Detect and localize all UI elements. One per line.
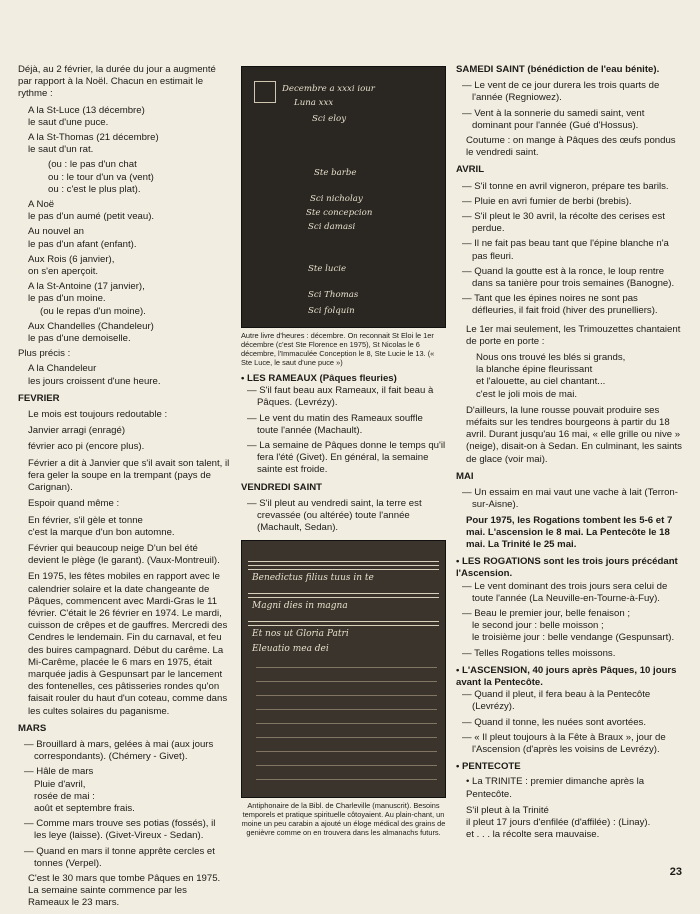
- ascension-saying-1: — Quand il pleut, il fera beau à la Pentecôte (Levrézy).: [462, 689, 651, 713]
- heading-fevrier: FEVRIER: [18, 392, 60, 404]
- mars-saying-1: — Brouillard à mars, gelées à mai (aux jours correspondants). (Chémery - Givet).: [24, 738, 214, 763]
- fetes-1975-paragraph: En 1975, les fêtes mobiles en rapport avec le calendrier solaire et la date changeante de Pâques, commencent avec Mardi-Gras le 11 février. C'était le 26 février en 1974. Le mardi, cuisson de crêpes et de gauffres. Mercredi des Cendres le lendemain. Fin du carnaval, et feu des buires campagnard. Début du carême. La Mi-Carême, placée le 6 mars en 1975, était marquée jadis à Gespunsart par le lancement des fontenelles, ces pâtisseries rondes qu'on faisait rouler du haut d'un coteau, comme dans les cultes solaires du paganisme.: [28, 571, 228, 717]
- chant-line: Magni dies in magna: [252, 601, 348, 612]
- espoir-label: Espoir quand même :: [28, 498, 120, 510]
- saying-chandeleur: A la Chandeleur les jours croissent d'une heure.: [28, 363, 161, 387]
- manuscript-line: Sci eloy: [312, 114, 347, 124]
- fevrier-dit: Février a dit à Janvier que s'il avait son talent, il fera geler la soupe en la trempant (pays de Carignan).: [28, 457, 230, 494]
- samedi-saying-2: — Vent à la sonnerie du samedi saint, vent dominant pour l'année (Gué d'Hossus).: [462, 107, 645, 131]
- saying-antoine: A la St-Antoine (17 janvier), le pas d'un moine. (ou le repas d'un moine).: [28, 281, 146, 317]
- rogations-saying-2: — Beau le premier jour, belle fenaison ; le second jour : belle moisson ; le troisième jour : belle vendange (Gespunsart).: [462, 607, 675, 644]
- dates-1975-paragraph: Pour 1975, les Rogations tombent les 5-6 et 7 mai. L'ascension le 8 mai. La Pentecôte le 18 mai. La Trinité le 25 mai.: [466, 514, 673, 550]
- avril-saying-3: — S'il pleut le 30 avril, la récolte des cerises est perdue.: [462, 211, 665, 235]
- avril-saying-1: — S'il tonne en avril vigneron, prépare tes barils.: [462, 180, 669, 192]
- ascension-saying-3: — « Il pleut toujours à la Fête à Braux », jour de l'Ascension (d'après les voisins de Levrézy).: [462, 731, 666, 755]
- mars-saying-4: — Quand en mars il tonne apprête cercles et tonnes (Verpel).: [24, 845, 215, 869]
- mai-intro: Le 1er mai seulement, les Trimouzettes chantaient de porte en porte :: [466, 323, 681, 347]
- paques-paragraph: C'est le 30 mars que tombe Pâques en 1975. La semaine sainte commence par les Rameaux le 23 mars.: [28, 872, 221, 909]
- column-right: [456, 64, 684, 845]
- avril-saying-5: — Quand la goutte est à la ronce, le loup rentre dans sa tanière pour trois semaines (Banogne).: [462, 265, 675, 290]
- heading-samedi-saint: SAMEDI SAINT (bénédiction de l'eau bénite).: [456, 64, 660, 75]
- manuscript-line: Ste barbe: [314, 168, 357, 178]
- saying-janvier: Janvier arragi (enragé): [28, 425, 126, 437]
- heading-ascension: • L'ASCENSION, 40 jours après Pâques, 10 jours avant la Pentecôte.: [456, 664, 677, 688]
- saying-gele: En février, s'il gèle et tonne c'est la marque d'un bon automne.: [28, 514, 175, 538]
- vendredi-saying-1: — S'il pleut au vendredi saint, la terre est crevassée (ou altérée) toute l'année (Machault, Sedan).: [247, 497, 422, 534]
- book-of-hours-image: [241, 66, 446, 328]
- antiphonary-image: [241, 540, 446, 798]
- samedi-saying-1: — Le vent de ce jour durera les trois quarts de l'année (Regniowez).: [462, 80, 660, 104]
- avril-saying-6: — Tant que les épines noires ne sont pas défleuries, il fait froid (hiver des prunelliers).: [462, 293, 658, 317]
- heading-rogations: • LES ROGATIONS sont les trois jours précédant l'Ascension.: [456, 556, 678, 580]
- handwritten-note: [256, 667, 437, 668]
- trimouzettes-song: Nous ons trouvé les blés si grands, la blanche épine fleurissant et l'alouette, au ciel chantant... c'est le joli mois de mai.: [476, 352, 626, 400]
- image-caption-2: Antiphonaire de la Bibl. de Charleville (manuscrit). Besoins temporels et pratique spirituelle côtoyaient. Au plain-chant, un moine un peu carabin a ajouté un éloge médical des grains de genièvre comme on en trouvera dans les almanachs futurs.: [241, 801, 446, 838]
- rameaux-saying-3: — La semaine de Pâques donne le temps qu'il fera l'été (Givet). En général, la semaine sainte est froide.: [247, 440, 446, 476]
- rogations-saying-3: — Telles Rogations telles moissons.: [462, 647, 616, 659]
- saying-thomas: A la St-Thomas (21 décembre) le saut d'un rat.: [28, 132, 159, 156]
- saying-chandelles: Aux Chandelles (Chandeleur) le pas d'une demoiselle.: [28, 320, 154, 345]
- saying-nouvel-an: Au nouvel an le pas d'un afant (enfant).: [28, 226, 137, 250]
- saying-neige: Février qui beaucoup neige D'un bel été devient le plège (le garant). (Vaux-Montreuil).: [28, 542, 220, 567]
- chant-line: Benedictus filius tuus in te: [252, 573, 374, 584]
- rogations-saying-1: — Le vent dominant des trois jours sera celui de toute l'année (La Neuville-en-Tourne-à-Fuy).: [462, 580, 668, 604]
- heading-rameaux: • LES RAMEAUX (Pâques fleuries): [241, 373, 397, 384]
- heading-pentecote: • PENTECOTE: [456, 761, 521, 773]
- rameaux-saying-2: — Le vent du matin des Rameaux souffle toute l'année (Machault).: [247, 412, 423, 436]
- manuscript-line: Sci damasi: [308, 222, 356, 232]
- trinite-paragraph: • La TRINITE : premier dimanche après la Pentecôte.: [466, 776, 645, 800]
- mars-saying-2: — Hâle de mars Pluie d'avril, rosée de mai : août et septembre frais.: [24, 766, 135, 814]
- saying-rois: Aux Rois (6 janvier), on s'en aperçoit.: [28, 253, 115, 278]
- manuscript-line: Luna xxx: [294, 98, 334, 108]
- precis-label: Plus précis :: [18, 348, 71, 360]
- avril-saying-2: — Pluie en avri fumier de berbi (brebis).: [462, 195, 632, 207]
- saying-luce: A la St-Luce (13 décembre) le saut d'une puce.: [28, 104, 145, 128]
- heading-mars: MARS: [18, 722, 47, 734]
- image-caption-1: Autre livre d'heures : décembre. On reconnait St Eloi le 1er décembre (c'est Ste Florence en 1975), St Nicolas le 6 décembre, l'Immaculée Conception le 8, Ste Lucie le 13. (« Ste Luce, le saut d'une puce »): [241, 331, 435, 367]
- manuscript-line: Sci folquin: [308, 306, 355, 316]
- manuscript-line: Sci nicholay: [310, 194, 363, 204]
- manuscript-line: Decembre a xxxi iour: [282, 84, 375, 94]
- saying-variants: (ou : le pas d'un chat ou : le tour d'un va (vent) ou : c'est le plus plat).: [48, 159, 154, 195]
- heading-vendredi-saint: VENDREDI SAINT: [241, 481, 323, 493]
- intro-paragraph: Déjà, au 2 février, la durée du jour a augmenté par rapport à la Noël. Chacun en estimait le rythme :: [18, 64, 216, 100]
- ascension-saying-2: — Quand il tonne, les nuées sont avortées.: [462, 716, 646, 728]
- saying-fevrier-aco: février aco pi (encore plus).: [28, 441, 145, 453]
- page-number: 23: [669, 866, 682, 878]
- illuminated-initial: [254, 81, 276, 103]
- column-left: [18, 64, 230, 914]
- column-middle: [241, 66, 446, 843]
- heading-mai: MAI: [456, 470, 474, 482]
- coutume-paragraph: Coutume : on mange à Pâques des œufs pondus le vendredi saint.: [466, 135, 676, 159]
- mai-saying-1: — Un essaim en mai vaut une vache à lait (Terron-sur-Aisne).: [462, 487, 678, 511]
- rameaux-saying-1: — S'il faut beau aux Rameaux, il fait beau à Pâques. (Levrézy).: [247, 385, 434, 409]
- saying-noe: A Noë le pas d'un aumé (petit veau).: [28, 199, 155, 223]
- chant-line: Et nos ut Gloria Patri: [252, 629, 349, 640]
- manuscript-line: Sci Thomas: [308, 290, 359, 300]
- heading-avril: AVRIL: [456, 164, 485, 176]
- trinite-saying: S'il pleut à la Trinité il pleut 17 jours d'enfilée (d'affilée) : (Linay). et . . . la récolte sera mauvaise.: [466, 804, 651, 841]
- mars-saying-3: — Comme mars trouve ses potias (fossés), il les leye (laisse). (Givet-Vireux - Sedan).: [24, 818, 216, 842]
- fevrier-intro: Le mois est toujours redoutable :: [28, 409, 168, 421]
- chant-line: Eleuatio mea dei: [252, 644, 329, 655]
- manuscript-line: Ste concepcion: [306, 208, 373, 218]
- avril-saying-4: — Il ne fait pas beau tant que l'épine blanche n'a pas fleuri.: [462, 238, 669, 262]
- lune-rousse-paragraph: D'ailleurs, la lune rousse pouvait produire ses méfaits sur les tendres bourgeons à partir du 18 avril. Durant jusqu'au 16 mai, « elle grille ou nive » (neige), disait-on à Sedan. En culminant, les saints de glace (voir mai).: [466, 404, 682, 465]
- manuscript-line: Ste lucie: [308, 264, 347, 274]
